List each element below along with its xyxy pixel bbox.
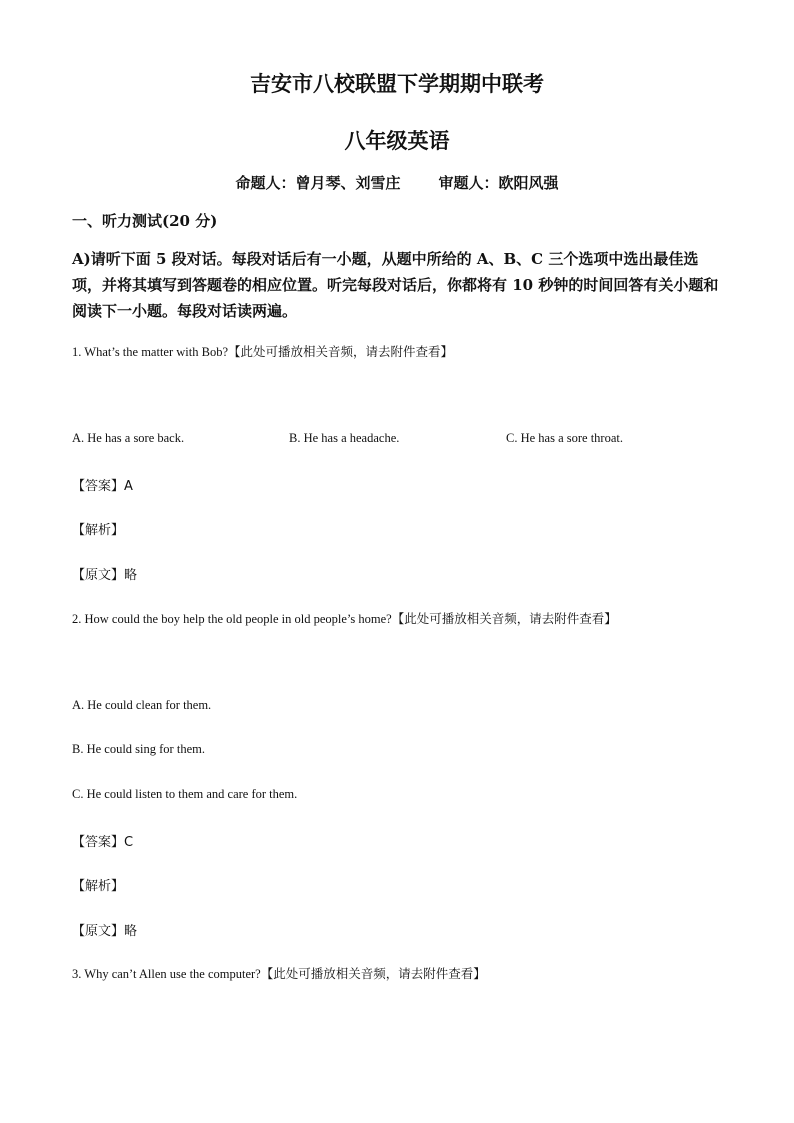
question-2-option-a: A. He could clean for them.	[72, 698, 212, 712]
section-instructions: A)请听下面 5 段对话。每段对话后有一小题，从题中所给的 A、B、C 三个选项中选出最佳选项，并将其填写到答题卷的相应位置。听完每段对话后，你都将有 10 秒钟的时间回答有关小题和阅读下一小题。每段对话读两遍。	[72, 250, 719, 320]
question-1-original: 【原文】略	[72, 568, 138, 583]
question-2-original: 【原文】略	[72, 924, 138, 939]
question-1-analysis: 【解析】	[72, 523, 125, 538]
question-1-answer: 【答案】A	[72, 479, 133, 494]
question-1-option-b: B. He has a headache.	[289, 431, 400, 445]
question-3-stem: 3. Why can’t Allen use the computer?【此处可播放相关音频，请去附件查看】	[72, 967, 486, 981]
exam-subtitle: 八年级英语	[344, 128, 450, 153]
section-heading: 一、听力测试(20 分)	[72, 212, 218, 230]
question-1-option-a: A. He has a sore back.	[72, 431, 185, 445]
reviewer-names: 审题人：欧阳风强	[438, 174, 559, 192]
question-1-stem: 1. What’s the matter with Bob?【此处可播放相关音频，请去附件查看】	[72, 345, 453, 359]
question-2-answer: 【答案】C	[72, 835, 134, 850]
exam-title: 吉安市八校联盟下学期期中联考	[250, 71, 544, 96]
question-2-analysis: 【解析】	[72, 879, 125, 894]
authors-line	[0, 172, 794, 193]
question-2-stem: 2. How could the boy help the old people in old people’s home?【此处可播放相关音频，请去附件查看】	[72, 612, 617, 626]
question-2-option-b: B. He could sing for them.	[72, 742, 205, 756]
question-2-option-c: C. He could listen to them and care for them.	[72, 787, 298, 801]
setter-names: 命题人：曾月琴、刘雪庄	[235, 174, 401, 192]
question-1-option-c: C. He has a sore throat.	[506, 431, 623, 445]
